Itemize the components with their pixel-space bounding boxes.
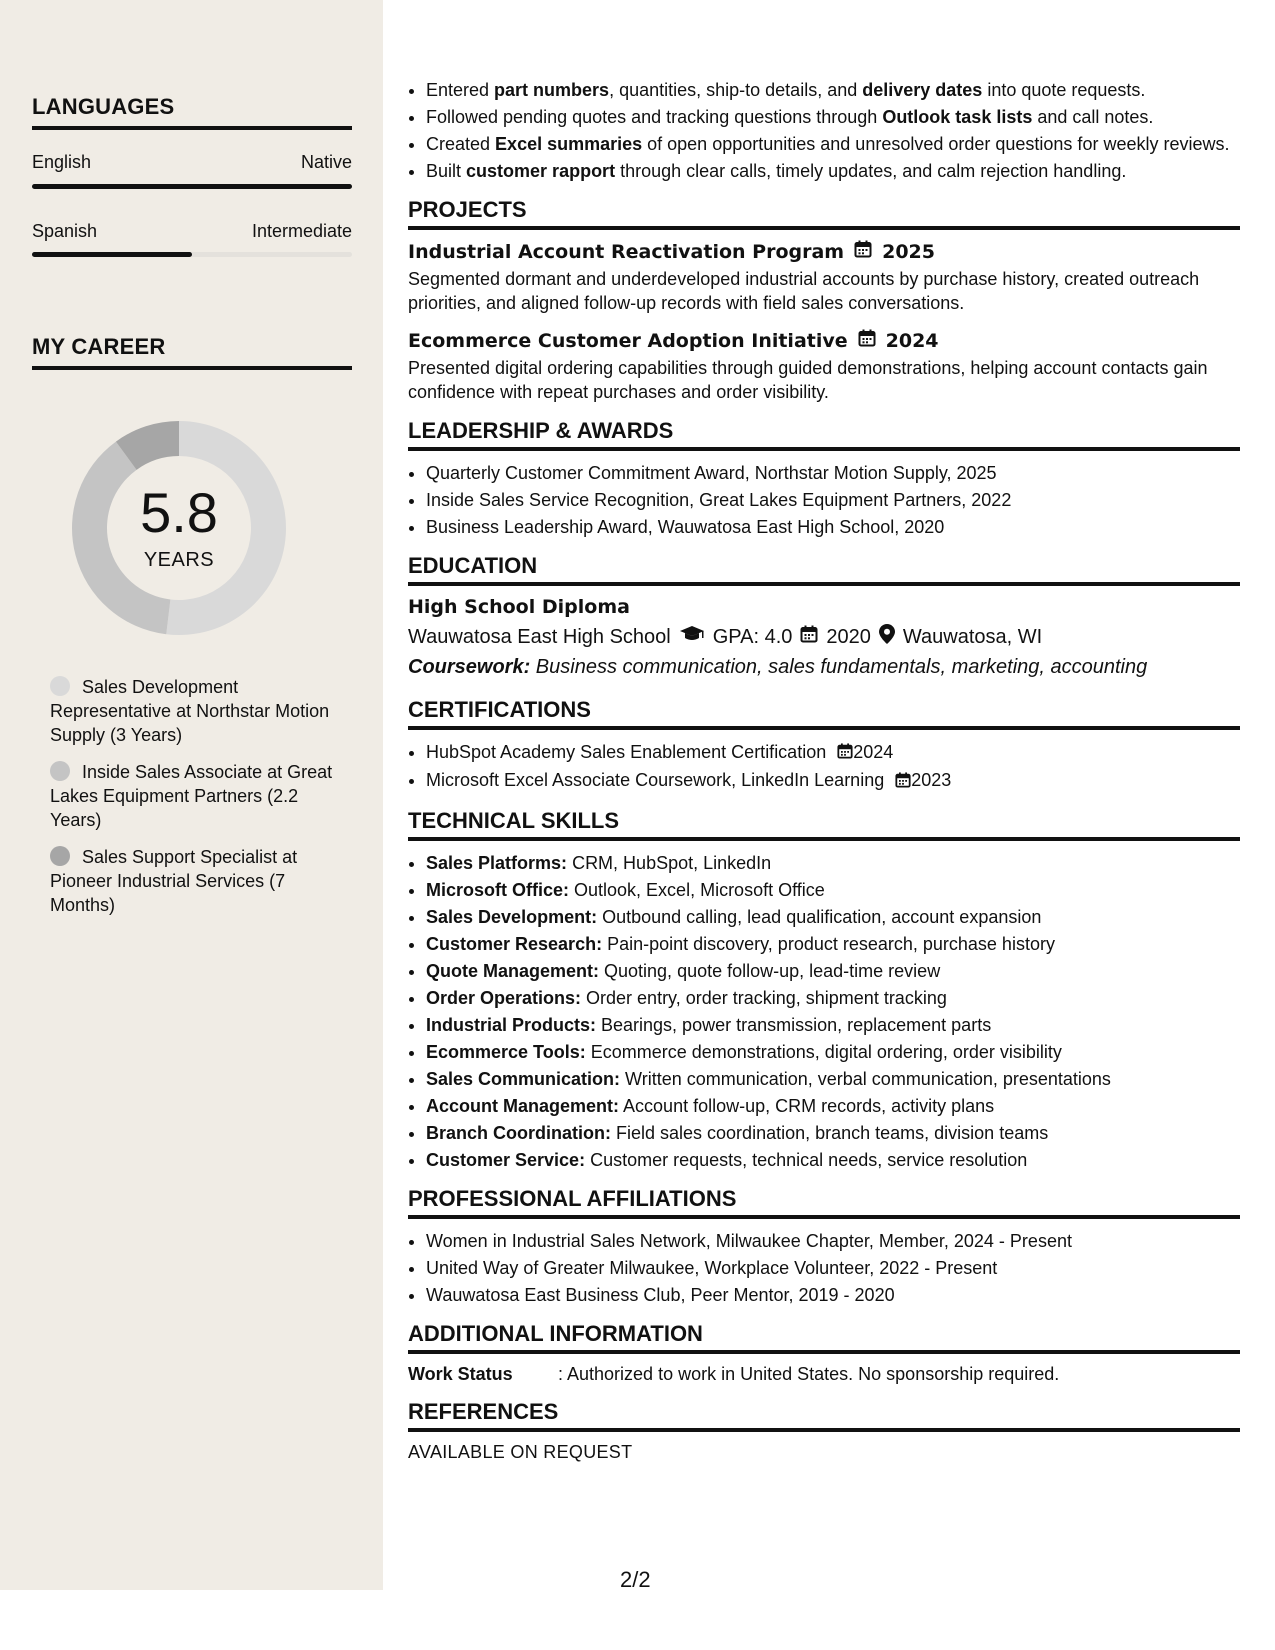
education-school: Wauwatosa East High School (408, 625, 671, 648)
project-title: Ecommerce Customer Adoption Initiative (408, 329, 848, 352)
language-proficiency-fill (32, 252, 192, 257)
education-gpa: GPA: 4.0 (712, 625, 793, 648)
references-heading: REFERENCES (408, 1399, 1240, 1432)
language-row (32, 221, 352, 242)
certification-year: 2024 (853, 742, 894, 762)
languages-heading: LANGUAGES (32, 94, 352, 130)
skill-item: • Quote Management: Quoting, quote follow-up, lead-time review (426, 959, 1240, 983)
experience-bullets (408, 78, 1240, 183)
projects-heading: PROJECTS (408, 197, 1240, 230)
language-proficiency-bar (32, 184, 352, 189)
skill-item: • Industrial Products: Bearings, power transmission, replacement parts (426, 1013, 1240, 1037)
project-title: Industrial Account Reactivation Program (408, 240, 845, 263)
certification-name: Microsoft Excel Associate Coursework, LinkedIn Learning (426, 770, 885, 791)
education-heading: EDUCATION (408, 553, 1240, 586)
career-donut-center (66, 415, 292, 641)
calendar-icon (858, 329, 876, 352)
calendar-icon (837, 741, 853, 765)
project-year: 2024 (885, 329, 939, 352)
leadership-heading: LEADERSHIP & AWARDS (408, 418, 1240, 451)
legend-dot-icon (50, 676, 70, 696)
leadership-item: • Business Leadership Award, Wauwatosa East High School, 2020 (426, 515, 1240, 539)
references-text: AVAILABLE ON REQUEST (408, 1441, 633, 1462)
affiliations-list (408, 1229, 1240, 1307)
experience-bullet: • Entered part numbers, quantities, ship-to details, and delivery dates into quote requests. (426, 78, 1240, 102)
education-location: Wauwatosa, WI (902, 625, 1043, 648)
work-status-row (408, 1364, 1240, 1385)
career-legend-item (50, 675, 340, 747)
career-donut-chart (66, 415, 292, 641)
certification-item (426, 768, 1240, 793)
experience-bullet: • Created Excel summaries of open opportunities and unresolved order questions for weekly reviews. (426, 132, 1240, 156)
language-name: Spanish (32, 221, 98, 241)
certifications-list (408, 740, 1240, 794)
certification-year: 2023 (911, 770, 952, 791)
calendar-icon (895, 770, 911, 794)
leadership-item: • Inside Sales Service Recognition, Great Lakes Equipment Partners, 2022 (426, 488, 1240, 512)
education-details (408, 624, 1240, 650)
coursework-text: Business communication, sales fundamentals, marketing, accounting (530, 656, 1148, 678)
location-pin-icon (879, 624, 895, 650)
education-degree: High School Diploma (408, 596, 630, 618)
affiliation-item: • Wauwatosa East Business Club, Peer Mentor, 2019 - 2020 (426, 1283, 1240, 1307)
language-proficiency-fill (32, 184, 352, 189)
leadership-list (408, 461, 1240, 539)
skill-item: • Account Management: Account follow-up, CRM records, activity plans (426, 1094, 1240, 1118)
graduation-cap-icon (679, 625, 705, 649)
skill-item: • Order Operations: Order entry, order tracking, shipment tracking (426, 986, 1240, 1010)
project-title-row (408, 329, 1240, 352)
main-content (408, 78, 1240, 1463)
project-description: Segmented dormant and underdeveloped industrial accounts by purchase history, created outreach priorities, and aligned follow-up records with field sales conversations. (408, 269, 1200, 313)
education-coursework (408, 656, 1240, 679)
language-row (32, 152, 352, 173)
certifications-heading: CERTIFICATIONS (408, 697, 1240, 730)
skill-item: • Sales Communication: Written communication, verbal communication, presentations (426, 1067, 1240, 1091)
skills-list (408, 851, 1240, 1172)
project-description: Presented digital ordering capabilities through guided demonstrations, helping account contacts gain confidence with repeat purchases and order visibility. (408, 358, 1208, 402)
work-status-label: Work Status (408, 1363, 513, 1384)
page-number: 2/2 (620, 1567, 651, 1592)
certification-name: HubSpot Academy Sales Enablement Certification (426, 742, 827, 762)
affiliations-heading: PROFESSIONAL AFFILIATIONS (408, 1186, 1240, 1219)
calendar-icon (854, 240, 872, 263)
career-legend-text: Inside Sales Associate at Great Lakes Equipment Partners (2.2 Years) (50, 762, 333, 830)
skill-item: • Sales Platforms: CRM, HubSpot, LinkedIn (426, 851, 1240, 875)
career-legend-item (50, 760, 340, 832)
career-legend-text: Sales Support Specialist at Pioneer Industrial Services (7 Months) (50, 847, 298, 915)
skill-item: • Sales Development: Outbound calling, lead qualification, account expansion (426, 905, 1240, 929)
affiliation-item: • Women in Industrial Sales Network, Milwaukee Chapter, Member, 2024 - Present (426, 1229, 1240, 1253)
project-title-row (408, 240, 1240, 263)
certification-item (426, 740, 1240, 765)
project-year: 2025 (882, 240, 935, 263)
legend-dot-icon (50, 761, 70, 781)
career-total-years: 5.8 (140, 480, 218, 544)
legend-dot-icon (50, 846, 70, 866)
skill-item: • Branch Coordination: Field sales coordination, branch teams, division teams (426, 1121, 1240, 1145)
career-legend-text: Sales Development Representative at Northstar Motion Supply (3 Years) (50, 677, 330, 745)
career-total-unit: YEARS (143, 548, 215, 571)
skills-heading: TECHNICAL SKILLS (408, 808, 1240, 841)
coursework-label: Coursework: (408, 656, 531, 678)
leadership-item: • Quarterly Customer Commitment Award, Northstar Motion Supply, 2025 (426, 461, 1240, 485)
experience-bullet: • Built customer rapport through clear calls, timely updates, and calm rejection handling. (426, 159, 1240, 183)
language-proficiency-bar (32, 252, 352, 257)
language-name: English (32, 152, 92, 172)
career-legend (50, 675, 340, 930)
sidebar (0, 0, 383, 1590)
skill-item: • Customer Research: Pain-point discovery, product research, purchase history (426, 932, 1240, 956)
work-status-value: : Authorized to work in United States. No sponsorship required. (558, 1363, 1060, 1384)
language-level: Native (300, 152, 352, 172)
skill-item: • Microsoft Office: Outlook, Excel, Microsoft Office (426, 878, 1240, 902)
calendar-icon (800, 625, 818, 649)
career-legend-item (50, 845, 340, 917)
education-year: 2020 (826, 625, 871, 648)
experience-bullet: • Followed pending quotes and tracking questions through Outlook task lists and call notes. (426, 105, 1240, 129)
language-level: Intermediate (251, 221, 352, 241)
additional-info-heading: ADDITIONAL INFORMATION (408, 1321, 1240, 1354)
career-heading: MY CAREER (32, 334, 352, 370)
skill-item: • Customer Service: Customer requests, technical needs, service resolution (426, 1148, 1240, 1172)
skill-item: • Ecommerce Tools: Ecommerce demonstrations, digital ordering, order visibility (426, 1040, 1240, 1064)
affiliation-item: • United Way of Greater Milwaukee, Workplace Volunteer, 2022 - Present (426, 1256, 1240, 1280)
